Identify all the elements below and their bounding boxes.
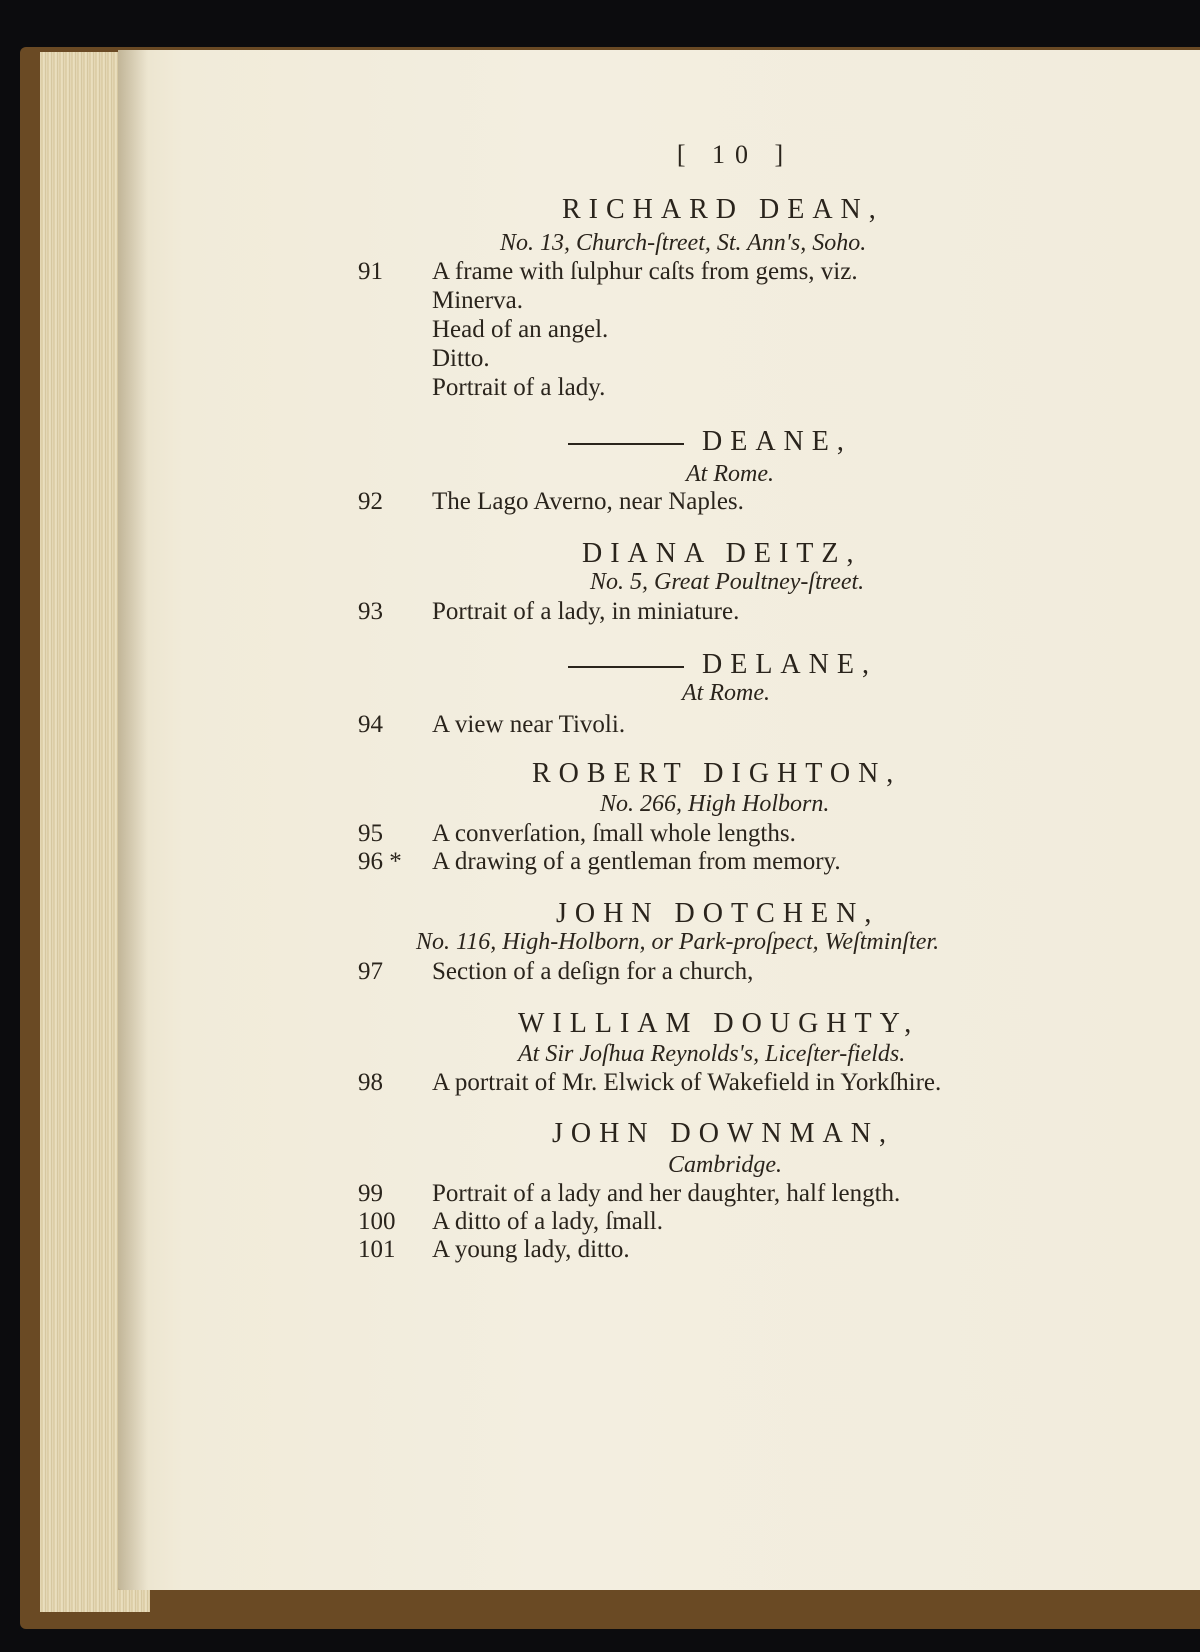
artist-name: DEANE, [702,426,852,457]
item-text: A drawing of a gentleman from memory. [432,848,841,875]
artist-address: At Sir Joſhua Reynolds's, Liceſter-fields. [518,1041,906,1067]
item-number: 91 [358,258,383,285]
item-number: 97 [358,958,383,985]
artist-name: JOHN DOWNMAN, [552,1118,894,1149]
item-number: 100 [358,1208,396,1235]
item-text: A ditto of a lady, ſmall. [432,1208,663,1235]
item-text: A frame with ſulphur caſts from gems, viz. [432,258,858,285]
artist-name: WILLIAM DOUGHTY, [518,1008,920,1039]
item-number: 101 [358,1236,396,1263]
item-text: A portrait of Mr. Elwick of Wakefield in Yorkſhire. [432,1069,942,1096]
artist-name: RICHARD DEAN, [562,194,884,225]
artist-address: At Rome. [686,461,774,487]
item-text: A young lady, ditto. [432,1236,630,1263]
item-number: 94 [358,711,383,738]
artist-address: No. 266, High Holborn. [600,791,830,817]
item-text: Head of an angel. [432,316,609,343]
artist-address: No. 13, Church-ſtreet, St. Ann's, Soho. [500,230,867,256]
artist-address: Cambridge. [668,1152,782,1178]
item-number: 99 [358,1180,383,1207]
item-text: Portrait of a lady. [432,374,606,401]
item-text: The Lago Averno, near Naples. [432,488,744,515]
item-text: Section of a deſign for a church, [432,958,754,985]
item-number: 92 [358,488,383,515]
item-number: 98 [358,1069,383,1096]
artist-address: No. 116, High-Holborn, or Park-proſpect, Weſtminſter. [416,929,940,955]
artist-name: ROBERT DIGHTON, [532,758,902,789]
item-number: 95 [358,820,383,847]
name-dash-rule [568,443,684,445]
artist-address: No. 5, Great Poultney-ſtreet. [590,569,865,595]
item-text: A converſation, ſmall whole lengths. [432,820,796,847]
item-number: 96 * [358,848,402,875]
item-text: Ditto. [432,345,490,372]
item-number: 93 [358,598,383,625]
item-text: Portrait of a lady, in miniature. [432,598,740,625]
gutter-shadow [118,50,148,1590]
artist-name: DELANE, [702,649,877,680]
name-dash-rule [568,666,684,668]
artist-address: At Rome. [682,680,770,706]
item-text: Minerva. [432,287,523,314]
item-text: A view near Tivoli. [432,711,626,738]
page-number: [ 10 ] [676,140,794,169]
item-text: Portrait of a lady and her daughter, half length. [432,1180,901,1207]
artist-name: JOHN DOTCHEN, [556,898,880,929]
artist-name: DIANA DEITZ, [582,538,862,569]
